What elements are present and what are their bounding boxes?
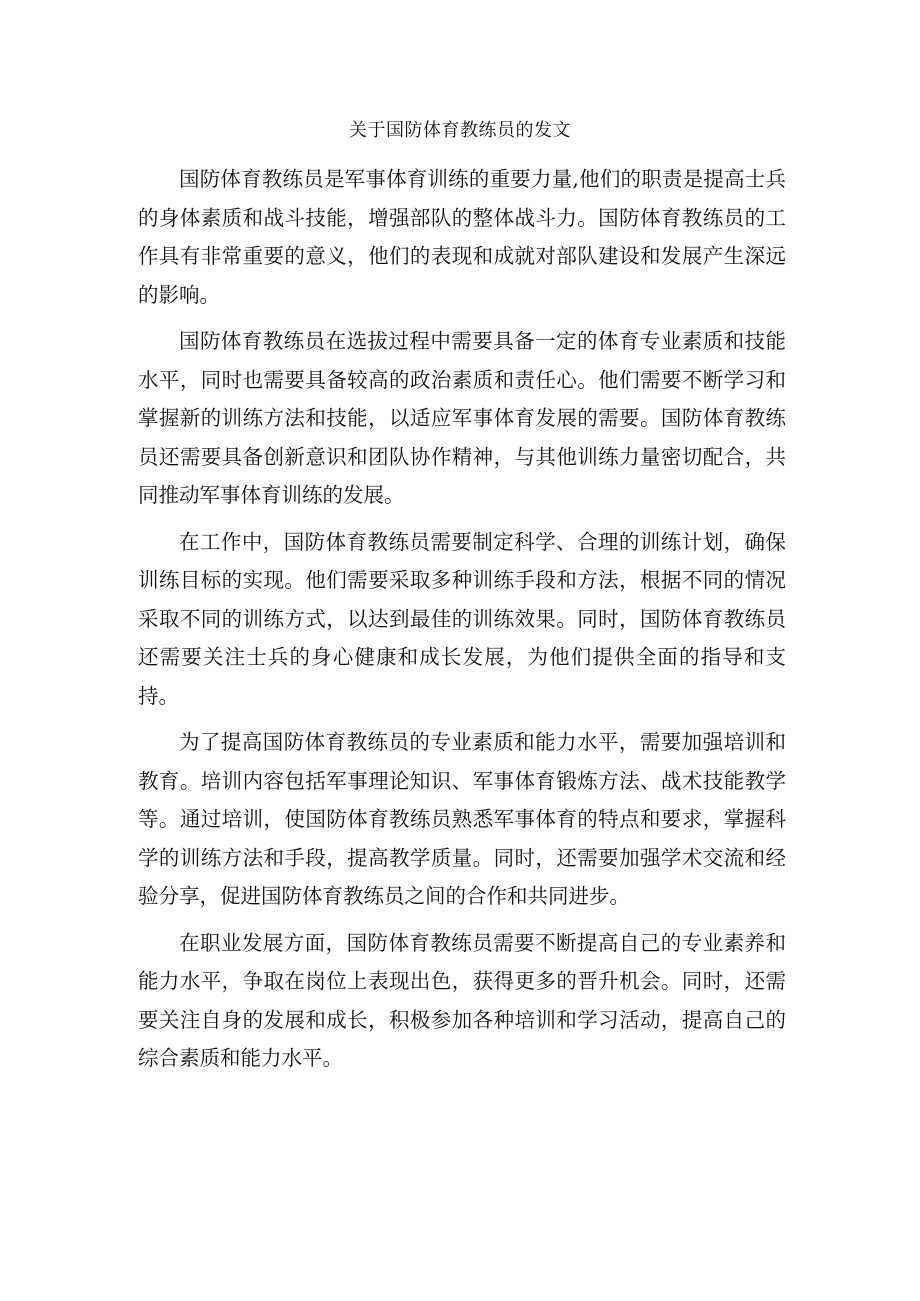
paragraph-2: 国防体育教练员在选拔过程中需要具备一定的体育专业素质和技能水平，同时也需要具备较高的政治素质和责任心。他们需要不断学习和掌握新的训练方法和技能，以适应军事体育发展的需要。国防体育教练员还需要具备创新意识和团队协作精神，与其他训练力量密切配合，共同推动军事体育训练的发展。 [138,329,786,507]
paragraph-1: 国防体育教练员是军事体育训练的重要力量,他们的职责是提高士兵的身体素质和战斗技能，增强部队的整体战斗力。国防体育教练员的工作具有非常重要的意义，他们的表现和成就对部队建设和发展产生深远的影响。 [138,167,786,307]
paragraph-3: 在工作中，国防体育教练员需要制定科学、合理的训练计划，确保训练目标的实现。他们需要采取多种训练手段和方法，根据不同的情况采取不同的训练方式，以达到最佳的训练效果。同时，国防体育教练员还需要关注士兵的身心健康和成长发展，为他们提供全面的指导和支持。 [138,529,786,708]
document-title: 关于国防体育教练员的发文 [349,120,571,141]
paragraph-5: 在职业发展方面，国防体育教练员需要不断提高自己的专业素养和能力水平，争取在岗位上表现出色，获得更多的晋升机会。同时，还需要关注自身的发展和成长，积极参加各种培训和学习活动，提高自己的综合素质和能力水平。 [138,930,786,1070]
document-body [138,160,786,1086]
paragraph-4: 为了提高国防体育教练员的专业素质和能力水平，需要加强培训和教育。培训内容包括军事理论知识、军事体育锻炼方法、战术技能教学等。通过培训，使国防体育教练员熟悉军事体育的特点和要求，掌握科学的训练方法和手段，提高教学质量。同时，还需要加强学术交流和经验分享，促进国防体育教练员之间的合作和共同进步。 [138,730,786,908]
